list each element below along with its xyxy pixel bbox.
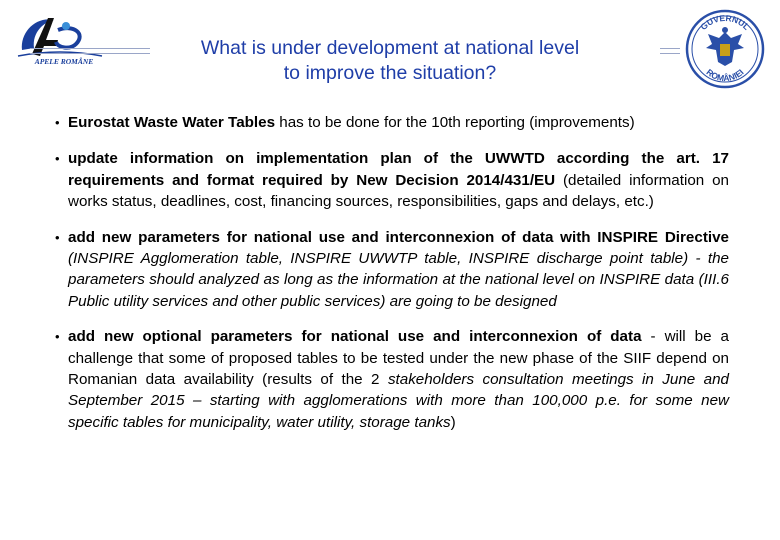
logo-left-text: APELE ROMÂNE: [34, 57, 94, 66]
bullet-dot-icon: •: [55, 229, 60, 245]
bullet-item-update-uwwtd: [52, 148, 729, 212]
slide-title: [120, 36, 660, 86]
title-line-2: to improve the situation?: [283, 62, 497, 84]
bullet-1-text: has to be done for the 10th reporting (improvements): [275, 114, 635, 131]
guvernul-romaniei-seal: [684, 8, 766, 90]
bullet-dot-icon: •: [55, 115, 60, 130]
bullet-item-inspire: [52, 227, 729, 313]
bullet-3-bold: add new parameters for national use and interconnexion of data with INSPIRE Directive: [68, 228, 729, 246]
apele-romane-logo: [14, 10, 106, 68]
bullet-2-text: (detailed information on works status, deadlines, cost, financing sources, responsibilities, gaps and delays, etc.): [68, 171, 729, 211]
bullet-item-optional-parameters: [52, 326, 729, 433]
bullet-1-bold: Eurostat Waste Water Tables: [68, 114, 276, 131]
bullet-4-text: - will be a challenge that some of proposed tables to be tested under the new phase of the SIIF depend on Romanian data availability (results of the 2: [68, 328, 729, 389]
title-line-1: What is under development at national level: [200, 37, 580, 59]
bullet-3-italic: (INSPIRE Agglomeration table, INSPIRE UWWTP table, INSPIRE discharge point table) - the parameters should analyzed as long as the information at the national level on INSPIRE data (III.6 Public utility services and other public services) are going to be designed: [68, 250, 729, 310]
bullet-4-bold: add new optional parameters for national use and interconnexion of data: [68, 328, 642, 346]
bullet-4-end: ): [450, 413, 456, 431]
bullet-4-italic: stakeholders consultation meetings in June and September 2015 – starting with agglomerations with more than 100,000 p.e. for some new specific tables for municipality, water utility, storage tanks: [68, 371, 730, 431]
bullet-dot-icon: •: [55, 329, 60, 345]
seal-bottom-text: ROMÂNIEI: [704, 66, 746, 84]
bullet-2-bold: update information on implementation plan of the UWWTD according the art. 17 requirements and format required by New Decision 2014/431/EU: [68, 150, 729, 189]
seal-top-text: GUVERNUL: [698, 12, 752, 32]
bullet-list: [52, 112, 729, 433]
svg-text:ROMÂNIEI: [704, 67, 745, 83]
bullet-dot-icon: •: [55, 151, 60, 167]
bullet-item-eurostat: [52, 112, 729, 133]
